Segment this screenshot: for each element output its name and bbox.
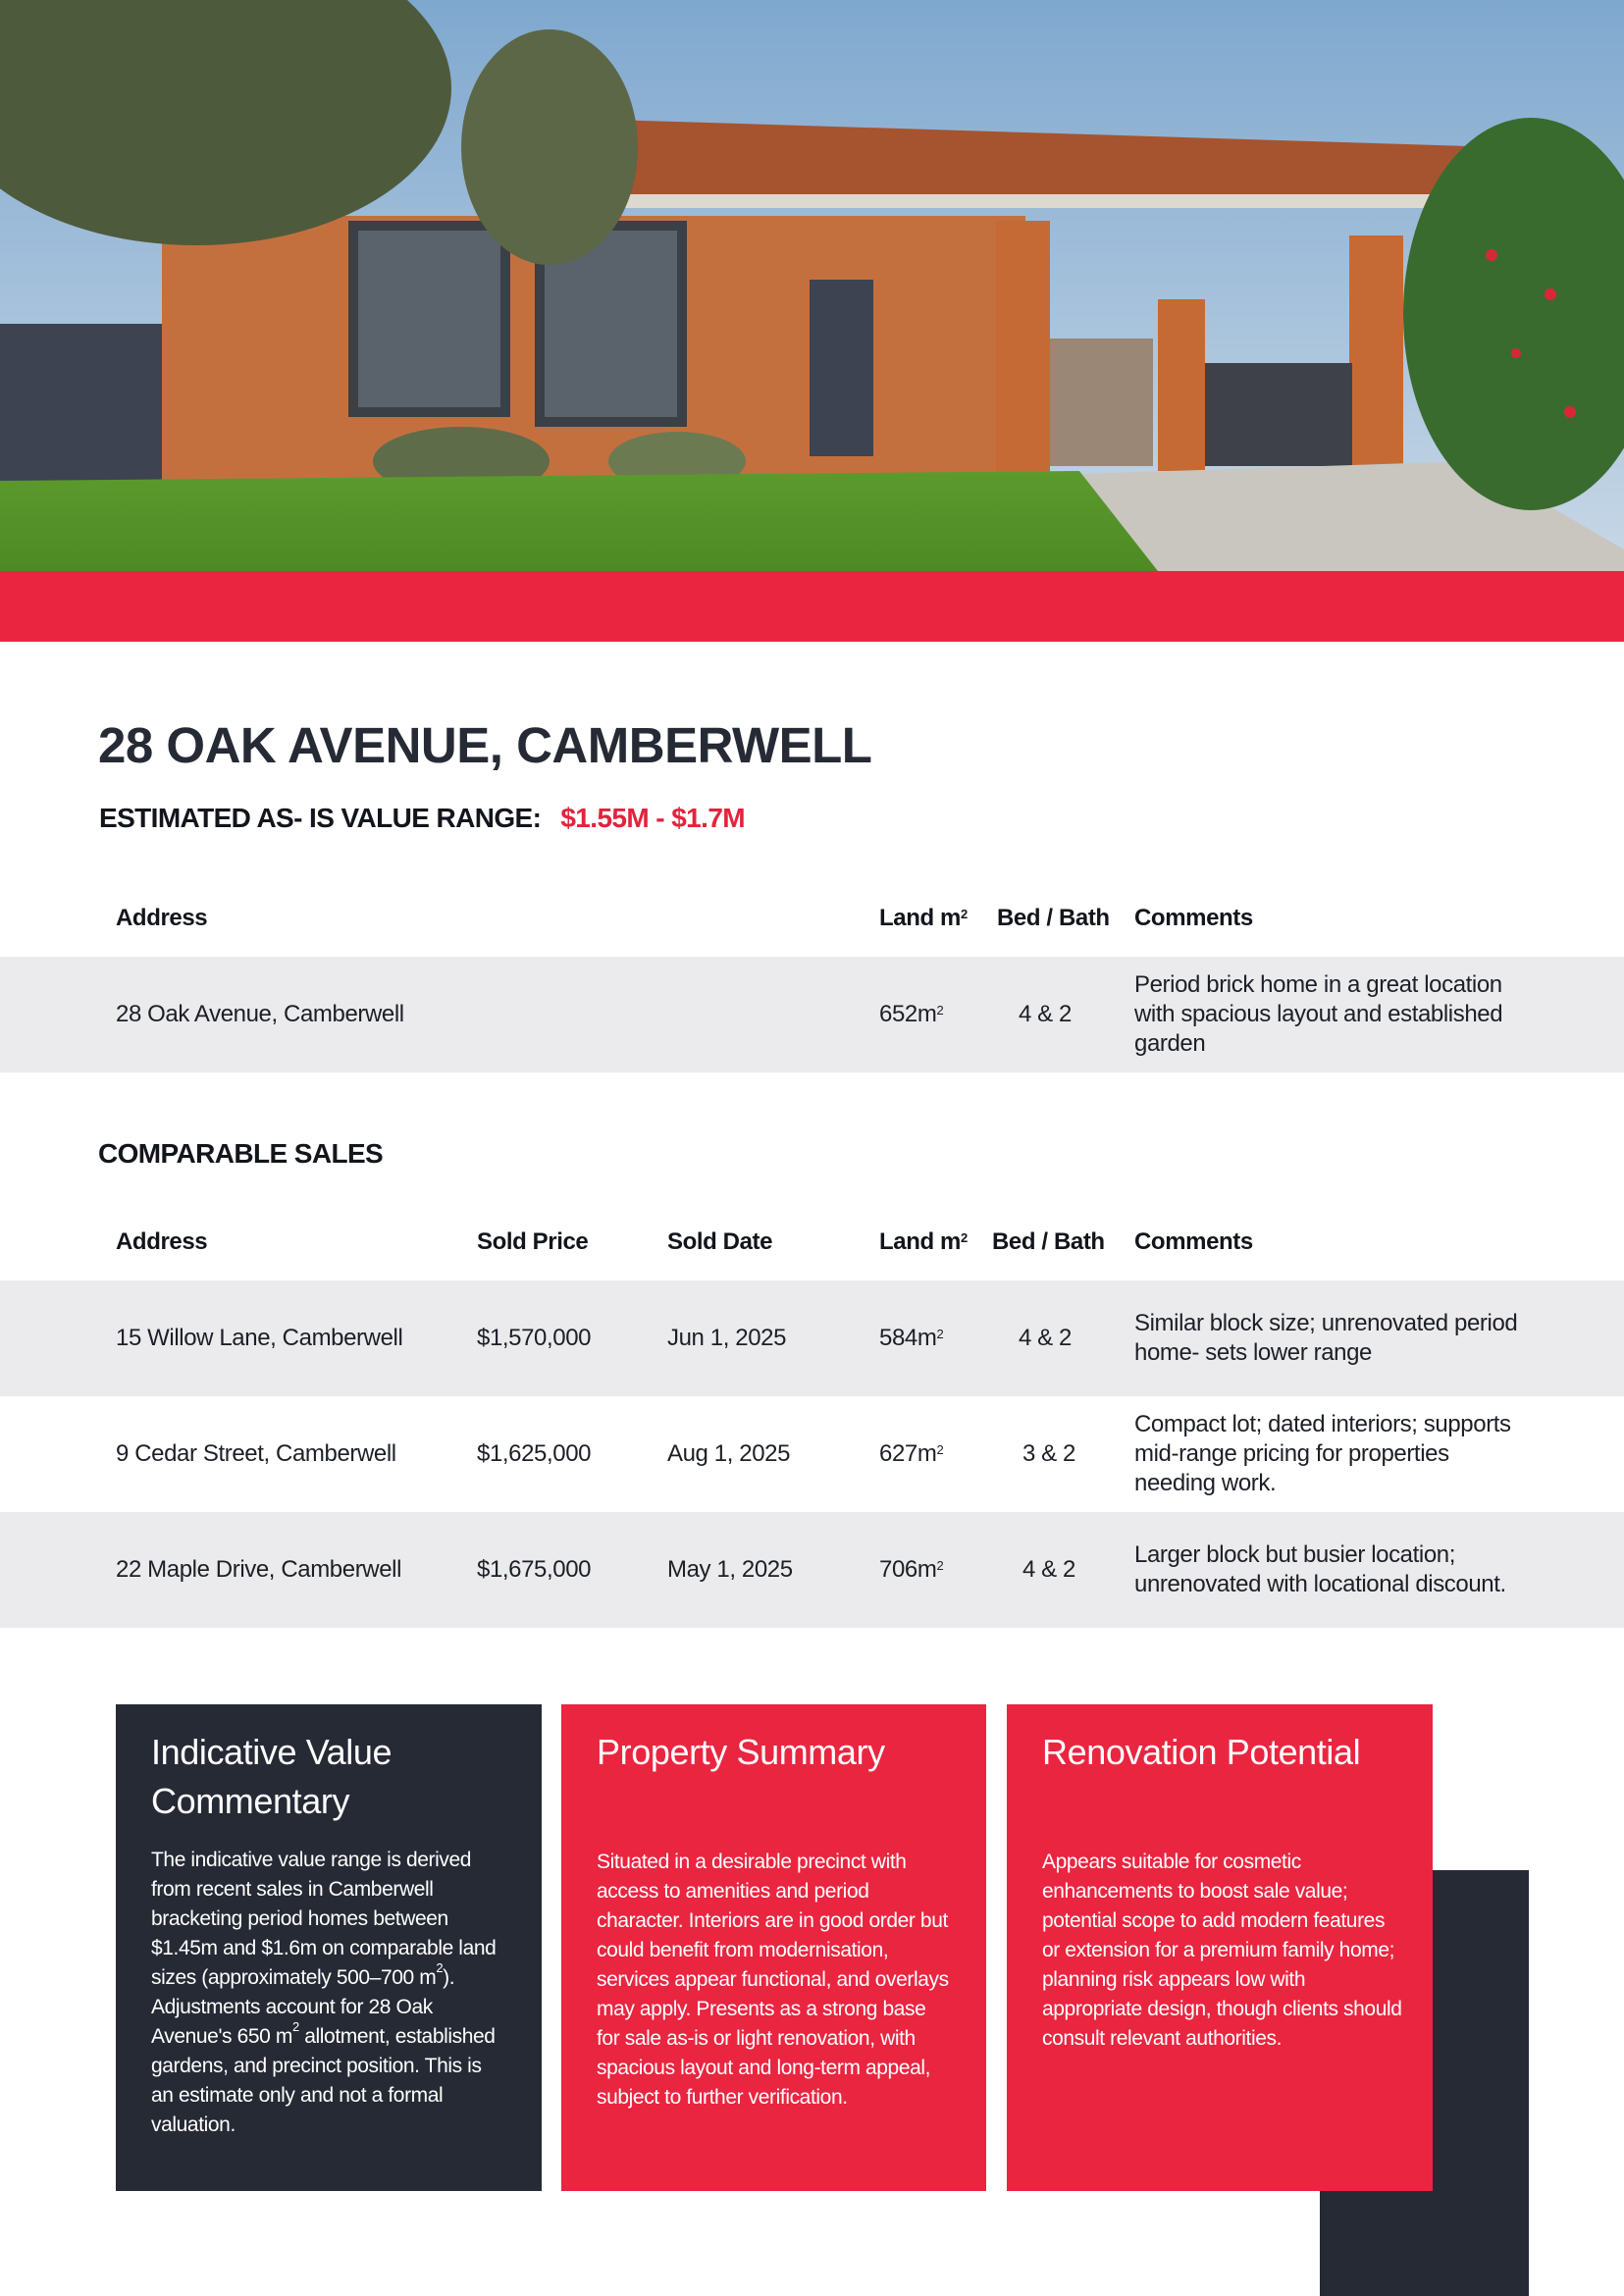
- row-bed-bath: 4 & 2: [1022, 1556, 1076, 1583]
- subject-row: [0, 957, 1624, 1072]
- property-title: 28 OAK AVENUE, CAMBERWELL: [98, 717, 872, 773]
- comparable-sales-title: COMPARABLE SALES: [98, 1138, 384, 1169]
- value-range: $1.55M - $1.7M: [560, 803, 746, 833]
- row-bed-bath: 3 & 2: [1022, 1440, 1076, 1467]
- row-address: 28 Oak Avenue, Camberwell: [116, 1001, 404, 1027]
- comparables-table-header: [0, 1213, 1624, 1272]
- row-bed-bath: 4 & 2: [1018, 1001, 1073, 1027]
- row-land: 652m $^2$: [879, 1001, 944, 1027]
- table-row: [0, 1396, 1624, 1512]
- header-bed-bath: Bed / Bath: [992, 1228, 1105, 1255]
- row-address: 22 Maple Drive, Camberwell: [116, 1556, 402, 1583]
- renovation-body: Appears suitable for cosmetic enhancements to boost sale value; potential scope to add modern features or extension for a premium family home; planning risk appears low with appropriate design, though clients should consult relevant authorities.: [1042, 1851, 1402, 2050]
- row-bed-bath: 4 & 2: [1018, 1325, 1073, 1351]
- summary-title: Property Summary: [597, 1732, 885, 1772]
- summary-card: [561, 1704, 986, 2191]
- header-address: Address: [116, 1228, 208, 1255]
- row-address: 9 Cedar Street, Camberwell: [116, 1440, 396, 1467]
- header-land: Land m $^2$: [879, 1228, 968, 1255]
- renovation-title: Renovation Potential: [1042, 1732, 1361, 1772]
- row-sold-date: Jun 1, 2025: [667, 1325, 787, 1351]
- renovation-card: [1007, 1704, 1433, 2191]
- header-land: Land m $^2$: [879, 905, 968, 931]
- header-address: Address: [116, 905, 208, 931]
- row-comments: Period brick home in a great location with spacious layout and established garden: [1134, 971, 1503, 1057]
- row-comments: Larger block but busier location; unrenovated with locational discount.: [1134, 1541, 1506, 1597]
- commentary-title: Indicative Value Commentary: [151, 1732, 393, 1821]
- header-comments: Comments: [1134, 905, 1253, 931]
- row-comments: Compact lot; dated interiors; supports mid-range pricing for properties needing work.: [1134, 1411, 1511, 1496]
- row-sold-price: $1,625,000: [477, 1440, 592, 1467]
- header-bed-bath: Bed / Bath: [997, 905, 1110, 931]
- table-row: [0, 1280, 1624, 1396]
- row-sold-date: Aug 1, 2025: [667, 1440, 791, 1467]
- value-range-label: ESTIMATED AS- IS VALUE RANGE:: [99, 803, 542, 833]
- row-address: 15 Willow Lane, Camberwell: [116, 1325, 403, 1351]
- subject-table-header: [0, 889, 1624, 948]
- table-row: [0, 1512, 1624, 1628]
- row-comments: Similar block size; unrenovated period home- sets lower range: [1134, 1310, 1518, 1366]
- row-sold-price: $1,570,000: [477, 1325, 592, 1351]
- header-sold-price: Sold Price: [477, 1228, 589, 1255]
- property-photo: [0, 0, 1624, 571]
- commentary-body: The indicative value range is derived from recent sales in Camberwell bracketing period homes between $1.45m and $1.6m on comparable land sizes (approximately 500–700 $m^2$). Adjustments account for 28 Oak Avenue's 650 $m^2$ allotment, established gardens, and precinct position. This is an estimate only and not a formal valuation.: [151, 1849, 497, 2136]
- row-sold-date: May 1, 2025: [667, 1556, 793, 1583]
- header-sold-date: Sold Date: [667, 1228, 773, 1255]
- row-land: 584m $^2$: [879, 1325, 944, 1351]
- row-land: 627m $^2$: [879, 1440, 944, 1467]
- value-range-line: [99, 803, 745, 834]
- header-comments: Comments: [1134, 1228, 1253, 1255]
- commentary-card: [116, 1704, 542, 2191]
- summary-body: Situated in a desirable precinct with access to amenities and period character. Interiors are in good order but could benefit from modernisation, services appear functional, and overlays may apply. Presents as a strong base for sale as-is or light renovation, with spacious layout and long-term appeal, subject to further verification.: [597, 1851, 949, 2109]
- row-sold-price: $1,675,000: [477, 1556, 592, 1583]
- row-land: 706m $^2$: [879, 1556, 944, 1583]
- accent-band: [0, 571, 1624, 642]
